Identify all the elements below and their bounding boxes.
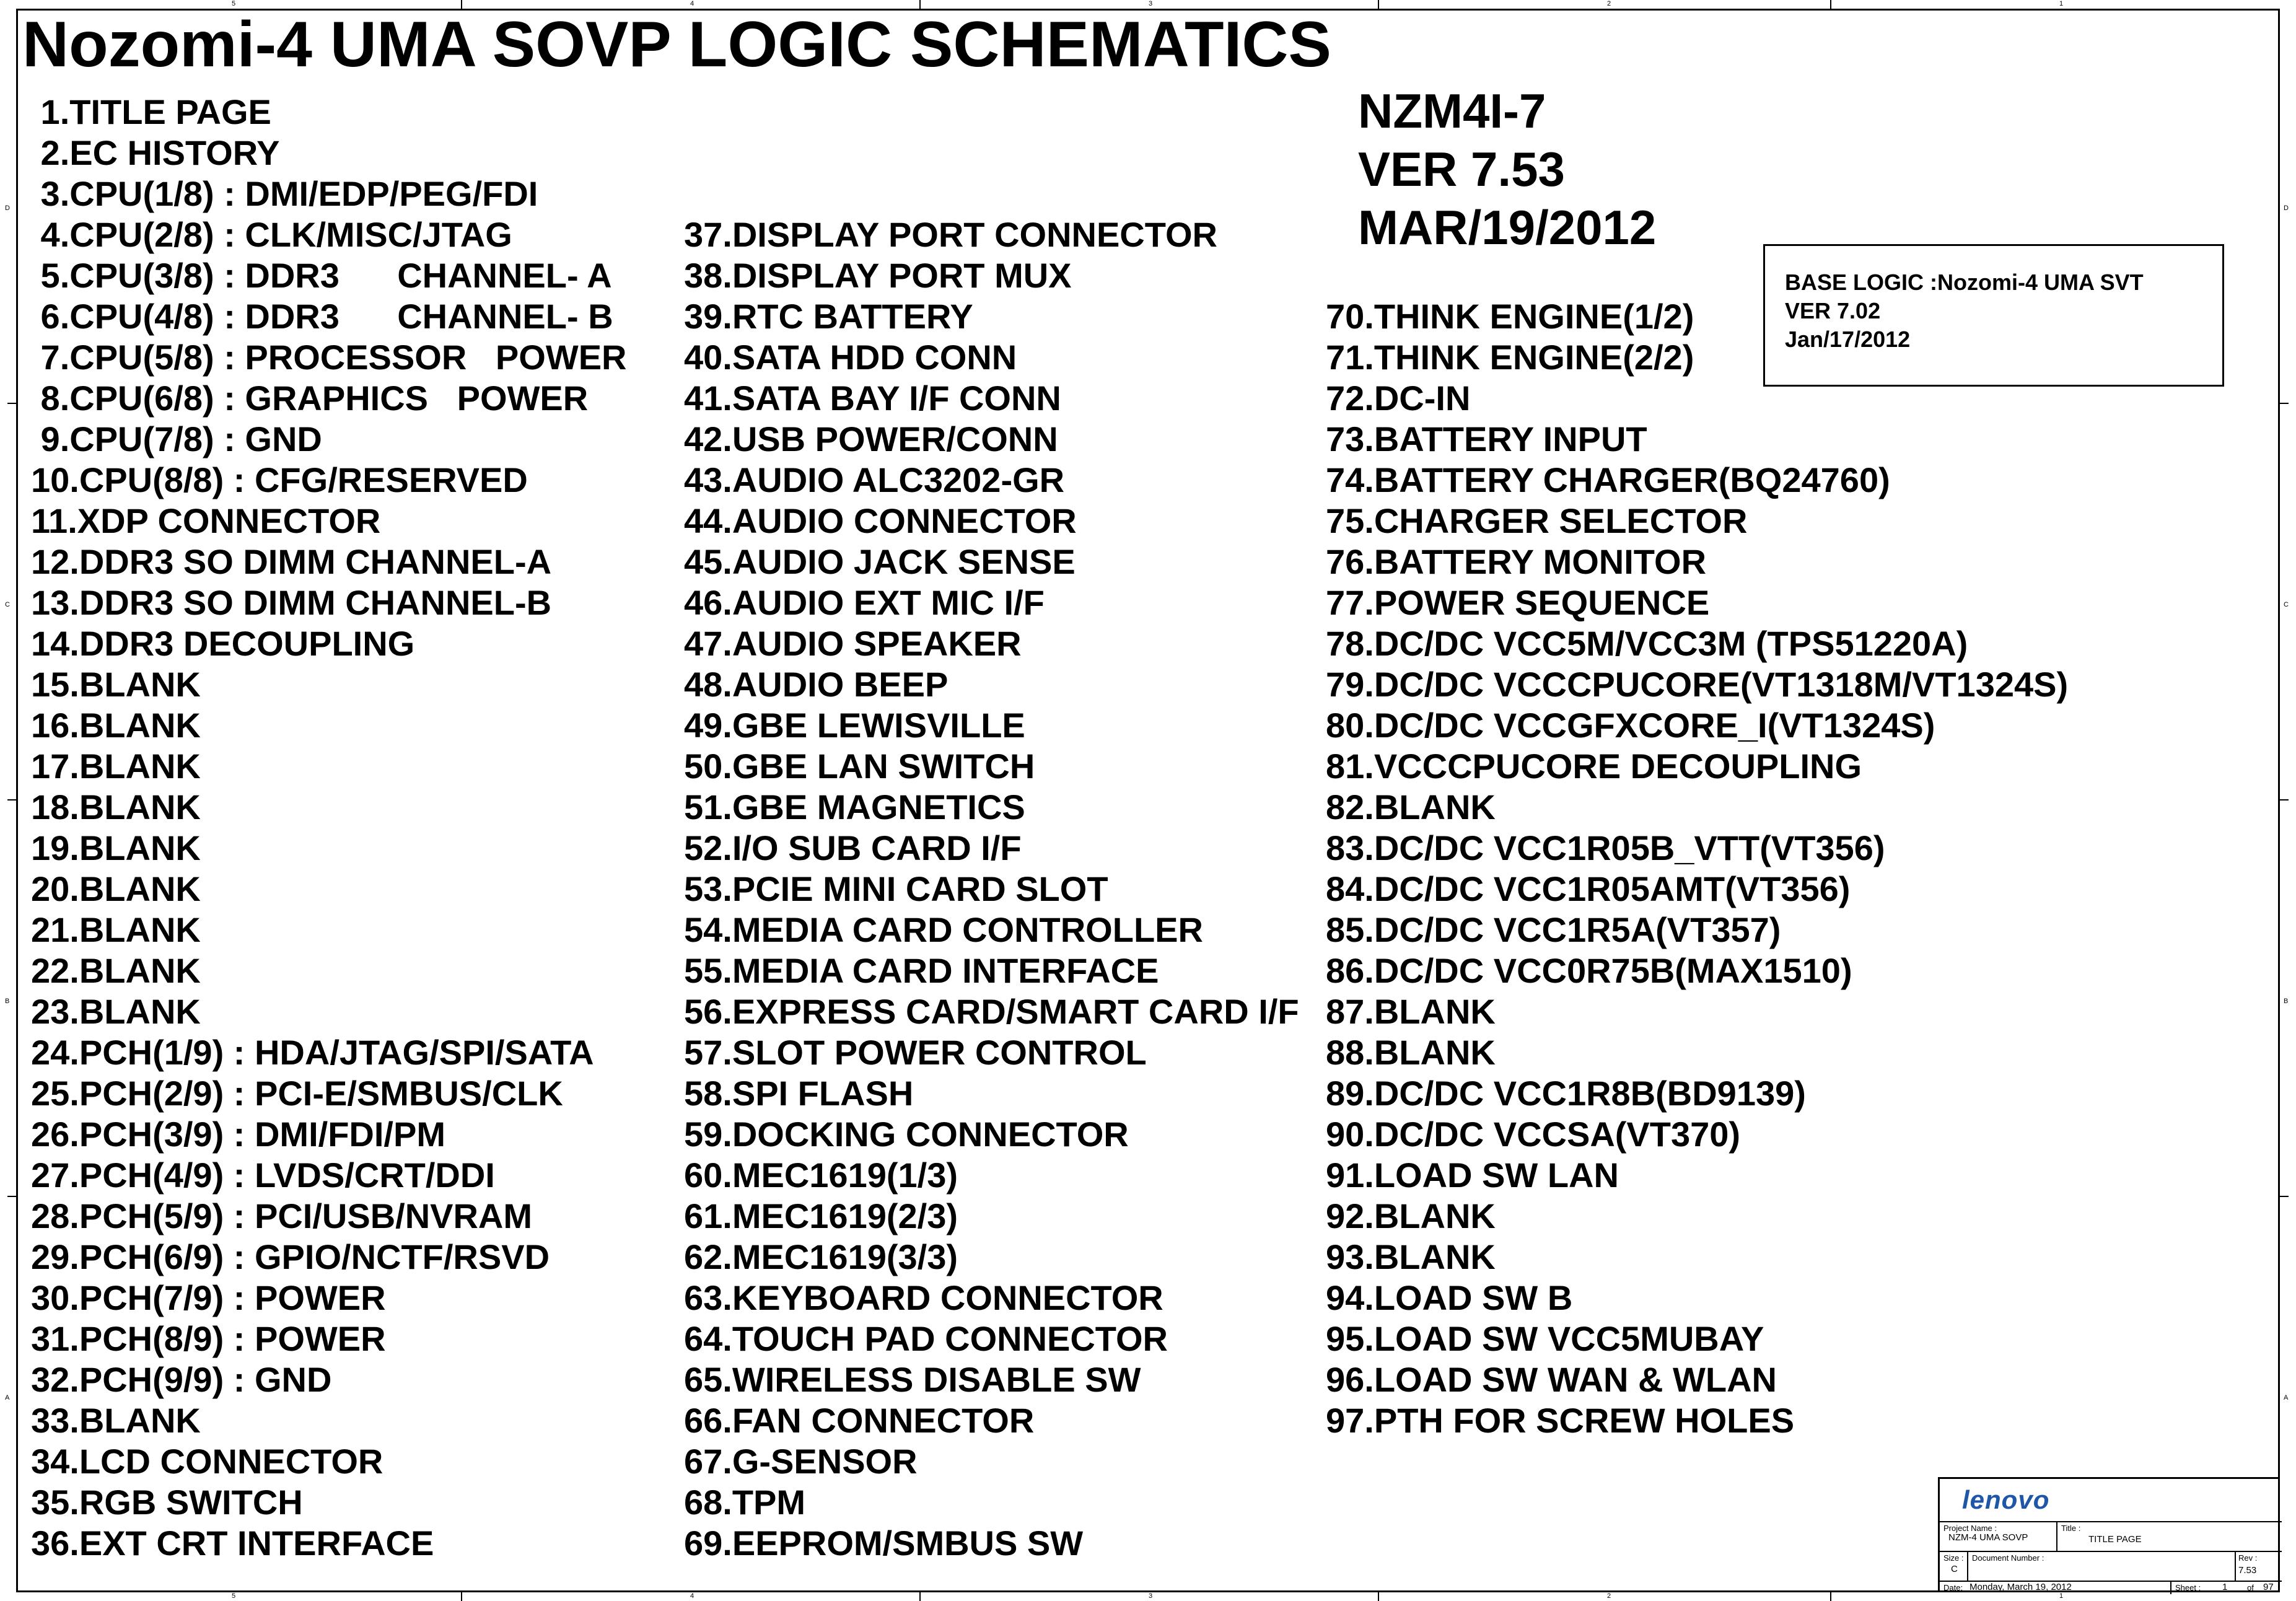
toc-entry: 2.EC HISTORY	[31, 133, 280, 172]
toc-entry: 92.BLANK	[1326, 1196, 1496, 1235]
base-logic-line1: BASE LOGIC :Nozomi-4 UMA SVT	[1785, 270, 2144, 295]
zone-left-C: C	[5, 601, 10, 608]
title-block	[1938, 1477, 2280, 1592]
zone-bottom-1: 1	[2059, 1592, 2064, 1600]
toc-entry: 86.DC/DC VCC0R75B(MAX1510)	[1326, 951, 1852, 990]
toc-entry: 50.GBE LAN SWITCH	[684, 747, 1035, 786]
size-value: C	[1951, 1564, 1958, 1574]
toc-entry: 9.CPU(7/8) : GND	[31, 419, 322, 458]
toc-entry: 63.KEYBOARD CONNECTOR	[684, 1278, 1163, 1317]
toc-entry: 30.PCH(7/9) : POWER	[31, 1278, 386, 1317]
toc-entry: 8.CPU(6/8) : GRAPHICS POWER	[31, 379, 589, 418]
zone-top-3: 3	[1149, 0, 1153, 7]
toc-entry: 74.BATTERY CHARGER(BQ24760)	[1326, 460, 1890, 499]
date-value: Monday, March 19, 2012	[1970, 1582, 2072, 1592]
base-logic-line2: VER 7.02	[1785, 298, 1881, 323]
toc-entry: 10.CPU(8/8) : CFG/RESERVED	[31, 460, 528, 499]
toc-entry: 46.AUDIO EXT MIC I/F	[684, 583, 1045, 622]
toc-entry: 13.DDR3 SO DIMM CHANNEL-B	[31, 583, 552, 622]
zone-bottom-2: 2	[1607, 1592, 1611, 1600]
toc-entry: 47.AUDIO SPEAKER	[684, 624, 1022, 663]
toc-entry: 23.BLANK	[31, 992, 201, 1031]
toc-entry: 42.USB POWER/CONN	[684, 419, 1058, 458]
toc-entry: 6.CPU(4/8) : DDR3 CHANNEL- B	[31, 297, 613, 336]
toc-entry: 31.PCH(8/9) : POWER	[31, 1319, 386, 1358]
toc-entry: 16.BLANK	[31, 706, 201, 745]
toc-entry: 80.DC/DC VCCGFXCORE_I(VT1324S)	[1326, 706, 1935, 745]
toc-entry: 21.BLANK	[31, 910, 201, 949]
toc-entry: 85.DC/DC VCC1R5A(VT357)	[1326, 910, 1781, 949]
toc-entry: 11.XDP CONNECTOR	[31, 501, 381, 540]
toc-entry: 1.TITLE PAGE	[31, 92, 271, 131]
zone-left-A: A	[5, 1394, 10, 1401]
toc-entry: 81.VCCCPUCORE DECOUPLING	[1326, 747, 1862, 786]
sheet-value: 1	[2222, 1582, 2228, 1592]
version-code: NZM4I-7	[1358, 84, 1546, 138]
rev-label: Rev :	[2238, 1553, 2258, 1563]
zone-top-1: 1	[2059, 0, 2064, 7]
toc-entry: 68.TPM	[684, 1483, 806, 1522]
toc-entry: 71.THINK ENGINE(2/2)	[1326, 338, 1694, 377]
toc-entry: 36.EXT CRT INTERFACE	[31, 1524, 434, 1563]
toc-entry: 22.BLANK	[31, 951, 201, 990]
project-name-value: NZM-4 UMA SOVP	[1948, 1532, 2028, 1543]
toc-entry: 49.GBE LEWISVILLE	[684, 706, 1025, 745]
toc-entry: 76.BATTERY MONITOR	[1326, 542, 1707, 581]
toc-entry: 17.BLANK	[31, 747, 201, 786]
toc-entry: 61.MEC1619(2/3)	[684, 1196, 958, 1235]
zone-left-D: D	[5, 204, 10, 212]
toc-entry: 60.MEC1619(1/3)	[684, 1156, 958, 1195]
toc-entry: 20.BLANK	[31, 869, 201, 908]
toc-entry: 73.BATTERY INPUT	[1326, 419, 1647, 458]
toc-entry: 5.CPU(3/8) : DDR3 CHANNEL- A	[31, 256, 612, 295]
toc-entry: 52.I/O SUB CARD I/F	[684, 828, 1022, 867]
toc-entry: 39.RTC BATTERY	[684, 297, 973, 336]
page-title: Nozomi-4 UMA SOVP LOGIC SCHEMATICS	[22, 9, 1331, 81]
of-label: of	[2247, 1583, 2254, 1592]
title-label: Title :	[2061, 1524, 2081, 1533]
toc-entry: 25.PCH(2/9) : PCI-E/SMBUS/CLK	[31, 1074, 563, 1113]
toc-entry: 58.SPI FLASH	[684, 1074, 914, 1113]
toc-entry: 70.THINK ENGINE(1/2)	[1326, 297, 1694, 336]
rev-value: 7.53	[2238, 1565, 2257, 1576]
base-logic-line3: Jan/17/2012	[1785, 327, 1911, 352]
toc-entry: 97.PTH FOR SCREW HOLES	[1326, 1401, 1795, 1440]
zone-left-B: B	[5, 998, 10, 1005]
toc-entry: 79.DC/DC VCCCPUCORE(VT1318M/VT1324S)	[1326, 665, 2069, 704]
toc-entry: 27.PCH(4/9) : LVDS/CRT/DDI	[31, 1156, 495, 1195]
zone-right-D: D	[2284, 204, 2289, 212]
base-logic-box	[1763, 244, 2224, 387]
toc-entry: 34.LCD CONNECTOR	[31, 1442, 383, 1481]
toc-entry: 40.SATA HDD CONN	[684, 338, 1017, 377]
toc-entry: 93.BLANK	[1326, 1237, 1496, 1276]
toc-entry: 64.TOUCH PAD CONNECTOR	[684, 1319, 1168, 1358]
toc-entry: 72.DC-IN	[1326, 379, 1471, 418]
toc-entry: 88.BLANK	[1326, 1033, 1496, 1072]
toc-entry: 82.BLANK	[1326, 787, 1496, 827]
toc-entry: 38.DISPLAY PORT MUX	[684, 256, 1072, 295]
size-label: Size :	[1943, 1553, 1964, 1563]
toc-entry: 69.EEPROM/SMBUS SW	[684, 1524, 1084, 1563]
sheet-total-value: 97	[2263, 1582, 2274, 1592]
toc-entry: 37.DISPLAY PORT CONNECTOR	[684, 215, 1217, 254]
toc-entry: 90.DC/DC VCCSA(VT370)	[1326, 1115, 1741, 1154]
toc-entry: 33.BLANK	[31, 1401, 201, 1440]
toc-entry: 55.MEDIA CARD INTERFACE	[684, 951, 1159, 990]
toc-entry: 96.LOAD SW WAN & WLAN	[1326, 1360, 1777, 1399]
zone-bottom-4: 4	[690, 1592, 694, 1600]
toc-entry: 19.BLANK	[31, 828, 201, 867]
toc-entry: 45.AUDIO JACK SENSE	[684, 542, 1076, 581]
toc-entry: 41.SATA BAY I/F CONN	[684, 379, 1061, 418]
toc-entry: 78.DC/DC VCC5M/VCC3M (TPS51220A)	[1326, 624, 1968, 663]
toc-entry: 7.CPU(5/8) : PROCESSOR POWER	[31, 338, 627, 377]
toc-entry: 75.CHARGER SELECTOR	[1326, 501, 1748, 540]
toc-entry: 77.POWER SEQUENCE	[1326, 583, 1710, 622]
toc-entry: 95.LOAD SW VCC5MUBAY	[1326, 1319, 1764, 1358]
toc-entry: 56.EXPRESS CARD/SMART CARD I/F	[684, 992, 1299, 1031]
toc-entry: 62.MEC1619(3/3)	[684, 1237, 958, 1276]
toc-entry: 24.PCH(1/9) : HDA/JTAG/SPI/SATA	[31, 1033, 594, 1072]
zone-bottom-5: 5	[232, 1592, 236, 1600]
zone-top-2: 2	[1607, 0, 1611, 7]
zone-right-A: A	[2284, 1394, 2289, 1401]
toc-column-1	[31, 92, 627, 1564]
toc-entry: 87.BLANK	[1326, 992, 1496, 1031]
toc-entry: 44.AUDIO CONNECTOR	[684, 501, 1077, 540]
toc-entry: 28.PCH(5/9) : PCI/USB/NVRAM	[31, 1196, 533, 1235]
toc-column-3	[1326, 296, 2068, 1441]
toc-entry: 12.DDR3 SO DIMM CHANNEL-A	[31, 542, 552, 581]
toc-entry: 91.LOAD SW LAN	[1326, 1156, 1619, 1195]
zone-right-C: C	[2284, 601, 2289, 608]
toc-entry: 4.CPU(2/8) : CLK/MISC/JTAG	[31, 215, 512, 254]
title-value: TITLE PAGE	[2088, 1534, 2142, 1545]
sheet-label: Sheet :	[2175, 1583, 2201, 1592]
toc-entry: 3.CPU(1/8) : DMI/EDP/PEG/FDI	[31, 174, 538, 213]
toc-entry: 65.WIRELESS DISABLE SW	[684, 1360, 1141, 1399]
toc-entry: 35.RGB SWITCH	[31, 1483, 303, 1522]
toc-entry: 15.BLANK	[31, 665, 201, 704]
toc-entry: 89.DC/DC VCC1R8B(BD9139)	[1326, 1074, 1806, 1113]
toc-entry: 57.SLOT POWER CONTROL	[684, 1033, 1147, 1072]
toc-entry: 66.FAN CONNECTOR	[684, 1401, 1035, 1440]
zone-top-5: 5	[232, 0, 236, 7]
toc-entry: 59.DOCKING CONNECTOR	[684, 1115, 1129, 1154]
zone-top-4: 4	[690, 0, 694, 7]
zone-right-B: B	[2284, 998, 2289, 1005]
zone-bottom-3: 3	[1149, 1592, 1153, 1600]
toc-entry: 53.PCIE MINI CARD SLOT	[684, 869, 1108, 908]
toc-entry: 29.PCH(6/9) : GPIO/NCTF/RSVD	[31, 1237, 550, 1276]
toc-entry: 43.AUDIO ALC3202-GR	[684, 460, 1065, 499]
toc-entry: 26.PCH(3/9) : DMI/FDI/PM	[31, 1115, 445, 1154]
version-date: MAR/19/2012	[1358, 200, 1657, 255]
toc-entry: 84.DC/DC VCC1R05AMT(VT356)	[1326, 869, 1851, 908]
project-name-label: Project Name :	[1943, 1524, 1997, 1533]
date-label: Date:	[1943, 1583, 1963, 1592]
toc-entry: 32.PCH(9/9) : GND	[31, 1360, 332, 1399]
version-number: VER 7.53	[1358, 142, 1565, 196]
toc-column-2	[684, 214, 1299, 1564]
toc-entry: 51.GBE MAGNETICS	[684, 787, 1025, 827]
lenovo-logo: lenovo	[1962, 1485, 2050, 1514]
toc-entry: 54.MEDIA CARD CONTROLLER	[684, 910, 1203, 949]
toc-entry: 83.DC/DC VCC1R05B_VTT(VT356)	[1326, 828, 1885, 867]
toc-entry: 48.AUDIO BEEP	[684, 665, 949, 704]
version-block	[1358, 82, 1656, 257]
toc-entry: 14.DDR3 DECOUPLING	[31, 624, 415, 663]
document-number-label: Document Number :	[1972, 1553, 2044, 1563]
toc-entry: 67.G-SENSOR	[684, 1442, 918, 1481]
toc-entry: 18.BLANK	[31, 787, 201, 827]
toc-entry: 94.LOAD SW B	[1326, 1278, 1573, 1317]
